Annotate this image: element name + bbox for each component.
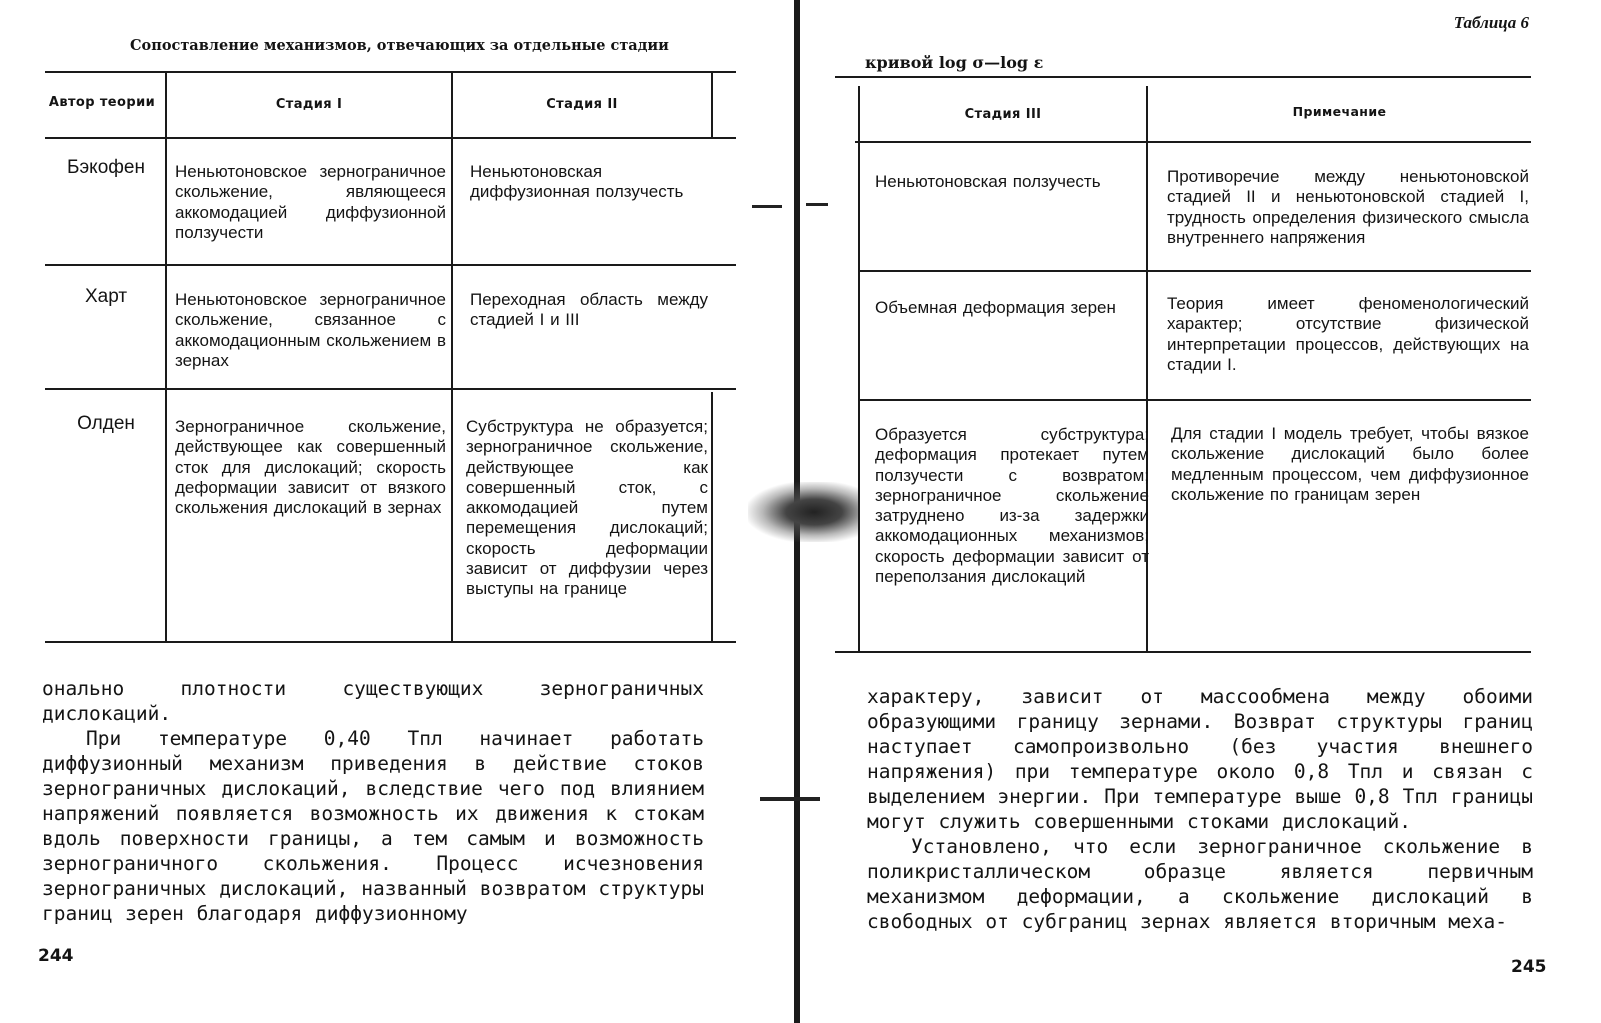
header-stage-3: Стадия III: [964, 107, 1042, 122]
table-bottom-rule: [835, 651, 1531, 653]
author-cell: Олден: [77, 413, 135, 434]
stage3-cell: Неньютоновская ползучесть: [875, 172, 1101, 191]
table-caption-left: Сопоставление механизмов, отвечающих за отдельные стадии: [130, 37, 669, 54]
table-col-divider: [711, 73, 713, 137]
stage2-cell: Субструктура не образуется; зернограничное скольжение, действующее как совершенный сток, с аккомодацией путем перемещения дислокаций; скорость деформации зависит от диффузии через выступы на границе: [466, 417, 708, 599]
page-number-right: 245: [1511, 957, 1547, 977]
stage2-cell: Переходная область между стадией I и III: [470, 290, 708, 330]
header-author: Автор теории: [48, 95, 156, 110]
stage1-cell: Неньютоновское зернограничное скольжение, связанное с аккомодационным скольжением в зернах: [175, 290, 446, 370]
page-number-left: 244: [38, 946, 74, 966]
header-stage-2: Стадия II: [546, 97, 618, 112]
note-cell: Противоречие между неньютоновской стадией II и неньютоновской стадией I, трудность определения физического смысла внутреннего напряжения: [1167, 167, 1529, 247]
body-text-right: [867, 684, 1533, 934]
header-note: Примечание: [1292, 104, 1387, 119]
header-stage-1: Стадия I: [275, 97, 343, 112]
spine-mark: [752, 205, 782, 208]
table-col-divider: [711, 392, 713, 641]
stage3-cell: Объемная деформация зерен: [875, 298, 1116, 317]
right-page: [805, 0, 1601, 1023]
table-top-rule: [45, 71, 736, 73]
table-header-rule: [855, 141, 1531, 143]
stage1-cell: Зернограничное скольжение, действующее как совершенный сток для дислокаций; скорость деформации зависит от вязкого скольжения дислокаций в зернах: [175, 417, 446, 518]
table-col-divider: [165, 73, 167, 641]
table-row-rule: [860, 399, 1531, 401]
paragraph: Установлено, что если зернограничное скольжение в поликристаллическом образце является первичным механизмом деформации, а скольжение дислокаций в свободных от субграниц зернах является вторичным меха-: [867, 835, 1533, 933]
author-cell: Бэкофен: [67, 157, 145, 178]
table-top-rule: [835, 76, 1531, 78]
table-row-rule: [45, 388, 736, 390]
left-page: [0, 0, 790, 1023]
note-cell: Теория имеет феноменологический характер; отсутствие физической интерпретации процессов, действующих на стадии I.: [1167, 294, 1529, 374]
body-text-left: [42, 676, 704, 926]
table-row-rule: [45, 264, 736, 266]
stage2-cell: Неньютоновская диффузионная ползучесть: [470, 162, 684, 202]
table-bottom-rule: [45, 641, 736, 643]
table-col-divider: [858, 86, 860, 651]
table-row-rule: [860, 270, 1531, 272]
table-header-rule: [45, 137, 736, 139]
paragraph: характеру, зависит от массообмена между обоими образующими границу зернами. Возврат структуры границ наступает самопроизвольно (без участия внешнего напряжения) при температуре около 0,8 Tпл и связан с выделением энергии. При температуре выше 0,8 Tпл границы могут служить совершенными стоками дислокаций.: [867, 685, 1533, 833]
note-cell: Для стадии I модель требует, чтобы вязкое скольжение дислокаций было более медленным процессом, чем диффузионное скольжение по границам зерен: [1171, 424, 1529, 504]
stage3-cell: Образуется субструктура; деформация протекает путем ползучести с возвратом; зернограничное скольжение затруднено из-за задержки аккомодационных механизмов; скорость деформации зависит от переползания дислокаций: [875, 425, 1149, 587]
paragraph: онально плотности существующих зернограничных дислокаций.: [42, 677, 704, 725]
author-cell: Харт: [84, 286, 128, 307]
table-number-label: Таблица 6: [1453, 13, 1529, 32]
table-col-divider: [451, 73, 453, 641]
stage1-cell: Неньютоновское зернограничное скольжение, являющееся аккомодацией диффузионной ползучести: [175, 162, 446, 242]
paragraph: При температуре 0,40 Tпл начинает работать диффузионный механизм приведения в действие стоков зернограничных дислокаций, вследствие чего под влиянием напряжений появляется возможность их движения к стокам вдоль поверхности границы, а тем самым и возможность зернограничного скольжения. Процесс исчезновения зернограничных дислокаций, названный возвратом структуры границ зерен благодаря диффузионному: [42, 727, 704, 925]
table-caption-right: кривой log σ—log ε: [865, 53, 1044, 72]
